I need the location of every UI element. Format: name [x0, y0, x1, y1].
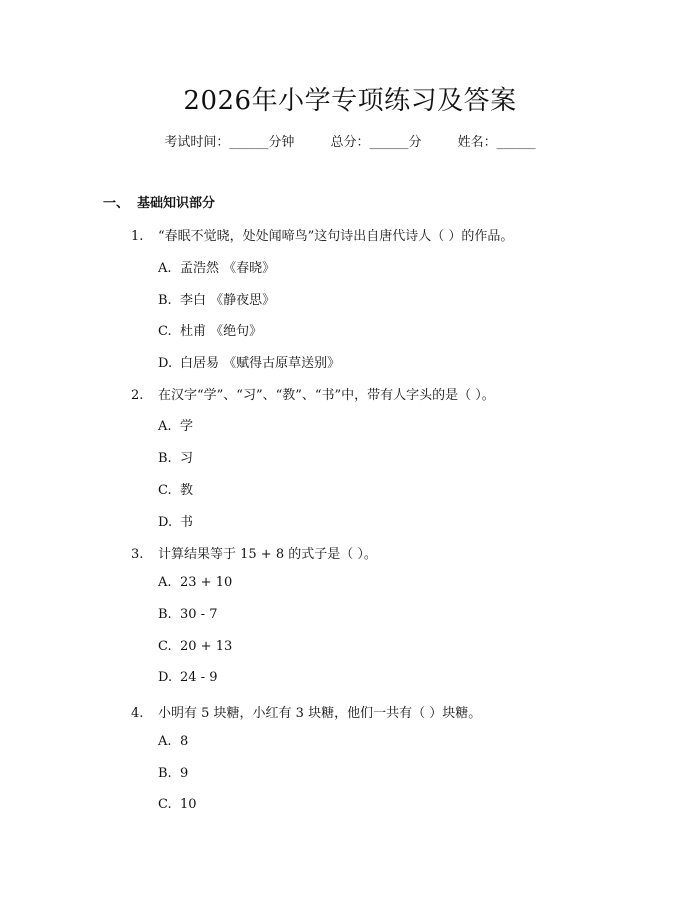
total-score-field: 总分：______分	[330, 135, 422, 150]
option-letter: D.	[158, 670, 173, 685]
option-text: 23 + 10	[180, 575, 233, 590]
question-1-option-d	[158, 352, 340, 371]
option-letter: D.	[158, 356, 173, 371]
page-title: 2026年小学专项练习及答案	[183, 86, 517, 116]
option-letter: A.	[158, 419, 172, 434]
option-text: 8	[180, 734, 189, 749]
exam-time-field: 考试时间：______分钟	[164, 135, 295, 150]
option-letter: B.	[158, 766, 172, 781]
option-text: 书	[180, 515, 194, 530]
question-number: 3.	[131, 547, 144, 562]
question-2-option-d	[158, 511, 193, 530]
question-3-option-d	[158, 670, 217, 685]
question-number: 2.	[131, 388, 144, 403]
exam-info-line	[0, 131, 700, 150]
question-2	[131, 384, 495, 403]
option-text: 孟浩然 《春晓》	[180, 261, 276, 276]
option-text: 20 + 13	[180, 639, 233, 654]
question-3-option-a	[158, 575, 232, 590]
question-3	[131, 543, 377, 562]
question-text: 小明有 5 块糖，小红有 3 块糖，他们一共有（ ）块糖。	[158, 706, 482, 721]
option-letter: C.	[158, 483, 172, 498]
question-text: 在汉字“学”、“习”、“教”、“书”中，带有人字头的是（ ）。	[158, 388, 495, 403]
option-text: 学	[180, 419, 194, 434]
option-letter: C.	[158, 797, 172, 812]
option-letter: A.	[158, 734, 172, 749]
question-2-option-b	[158, 447, 193, 466]
question-2-option-a	[158, 415, 193, 434]
option-letter: B.	[158, 607, 172, 622]
question-1	[131, 225, 513, 244]
option-text: 李白 《静夜思》	[180, 293, 276, 308]
question-1-option-b	[158, 289, 275, 308]
question-1-option-a	[158, 257, 275, 276]
option-letter: C.	[158, 324, 172, 339]
option-letter: B.	[158, 451, 172, 466]
section-number: 一、	[103, 196, 130, 211]
question-number: 1.	[131, 229, 144, 244]
question-4	[131, 702, 481, 721]
option-text: 30 - 7	[180, 607, 218, 622]
section-title: 基础知识部分	[137, 196, 216, 211]
option-text: 习	[180, 451, 194, 466]
question-4-option-b	[158, 766, 188, 781]
section-heading	[103, 192, 215, 211]
option-text: 10	[180, 797, 197, 812]
question-2-option-c	[158, 479, 193, 498]
option-text: 白居易 《赋得古原草送别》	[180, 356, 341, 371]
option-text: 教	[180, 483, 194, 498]
question-3-option-b	[158, 607, 217, 622]
question-number: 4.	[131, 706, 144, 721]
option-text: 杜甫 《绝句》	[180, 324, 263, 339]
option-letter: C.	[158, 639, 172, 654]
question-4-option-c	[158, 797, 197, 812]
option-text: 24 - 9	[180, 670, 218, 685]
question-4-option-a	[158, 734, 188, 749]
option-text: 9	[180, 766, 189, 781]
question-3-option-c	[158, 639, 232, 654]
option-letter: A.	[158, 575, 172, 590]
question-text: “春眠不觉晓，处处闻啼鸟”这句诗出自唐代诗人（ ）的作品。	[158, 229, 514, 244]
question-1-option-c	[158, 320, 262, 339]
option-letter: B.	[158, 293, 172, 308]
option-letter: A.	[158, 261, 172, 276]
question-text: 计算结果等于 15 + 8 的式子是（ ）。	[158, 547, 377, 562]
student-name-field: 姓名：______	[457, 135, 536, 150]
option-letter: D.	[158, 515, 173, 530]
